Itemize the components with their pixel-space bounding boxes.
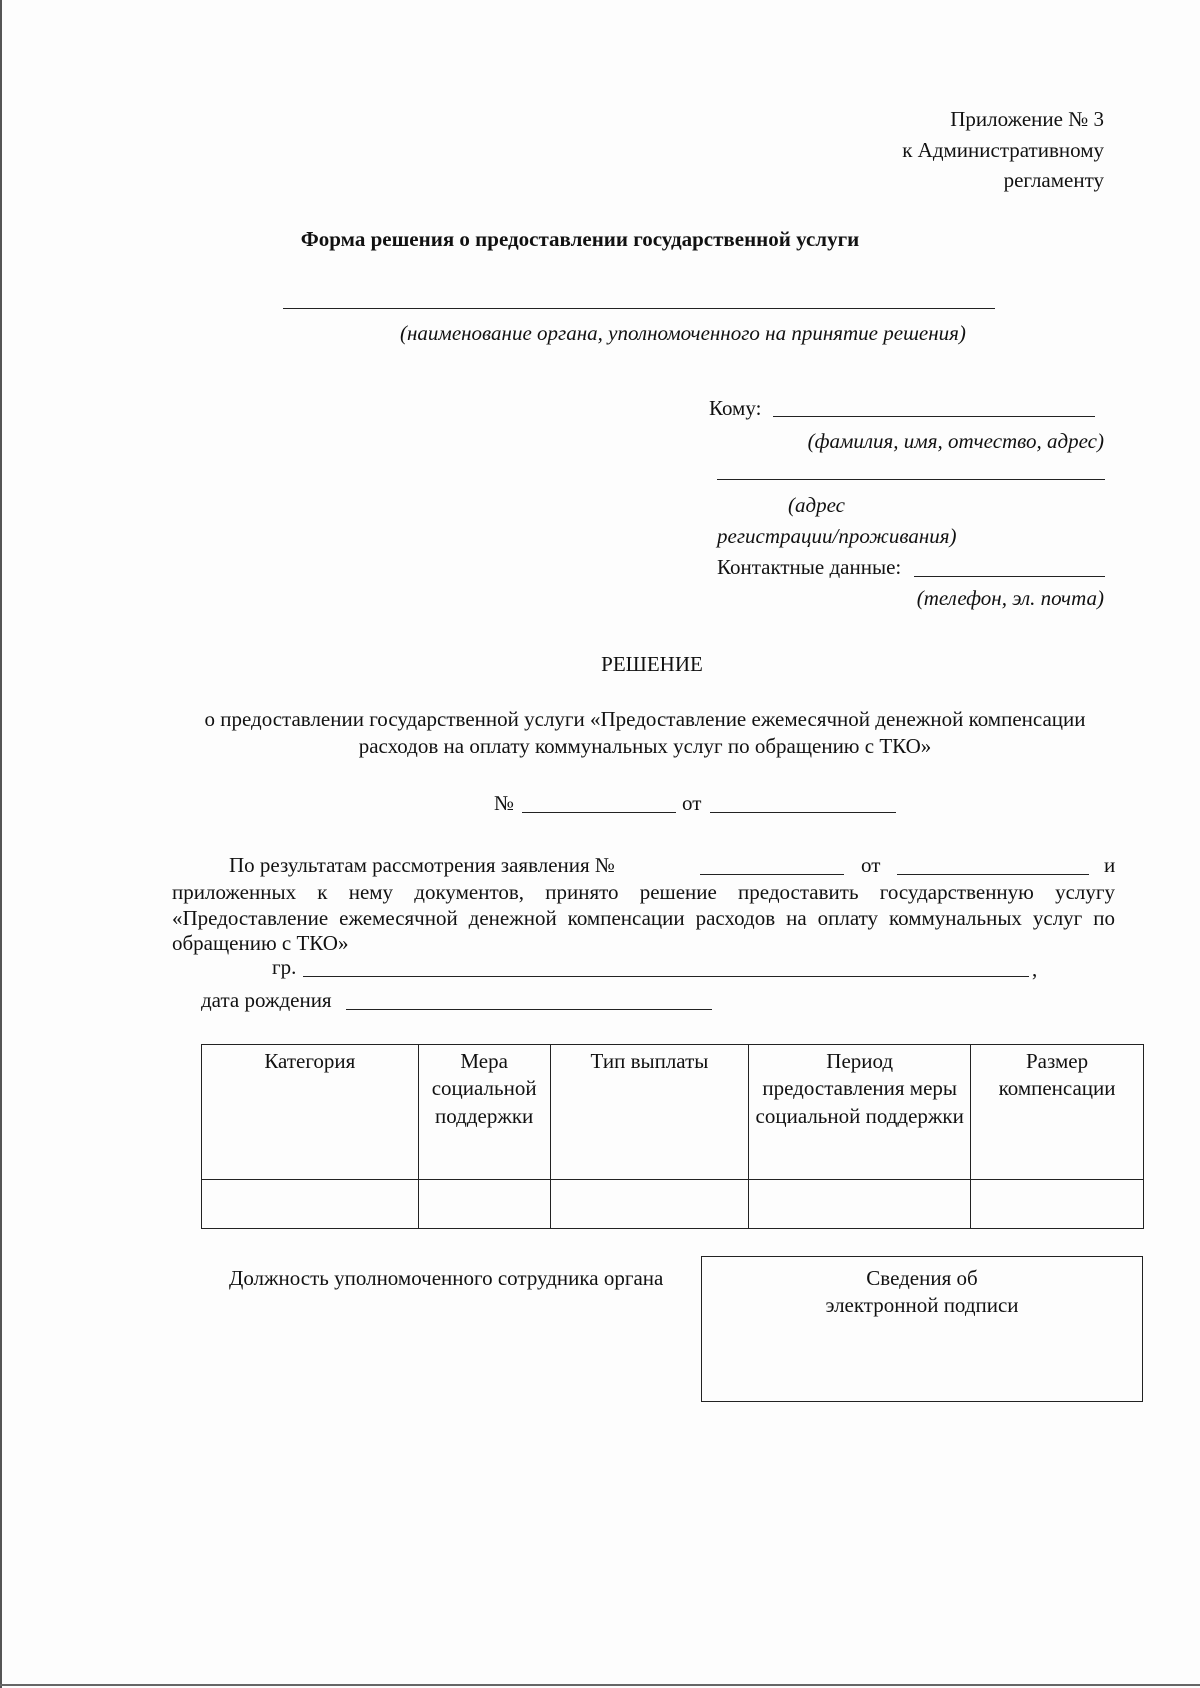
table-header-row (202, 1045, 1144, 1180)
application-date-line[interactable] (897, 874, 1089, 875)
application-date-label: от (861, 853, 881, 877)
table-row (202, 1180, 1144, 1229)
decision-date-line[interactable] (710, 812, 896, 813)
body-line-4: обращению с ТКО» (172, 931, 349, 955)
table-cell[interactable] (971, 1180, 1144, 1229)
appendix-line-3: регламенту (1003, 168, 1104, 192)
citizen-line-comma: , (1032, 957, 1038, 981)
application-number-line[interactable] (700, 874, 844, 875)
appendix-line-2: к Административному (902, 138, 1104, 162)
decision-heading-text: РЕШЕНИЕ (601, 652, 703, 676)
scan-bottom-edge (0, 1684, 1200, 1686)
decision-subtitle-line-1-text: о предоставлении государственной услуги «Предоставление ежемесячной денежной компенсации (204, 707, 1086, 731)
recipient-address-line[interactable] (717, 479, 1105, 480)
birth-date-label: дата рождения (201, 988, 332, 1012)
authority-name-line[interactable] (283, 308, 995, 309)
citizen-label: гр. (272, 955, 297, 979)
address-caption-line-2: регистрации/проживания) (717, 524, 957, 548)
body-line-3: «Предоставление ежемесячной денежной компенсации расходов на оплату коммунальных услуг по (172, 906, 1115, 930)
contacts-caption: (телефон, эл. почта) (916, 586, 1104, 610)
esign-line-1: Сведения об (866, 1266, 978, 1290)
electronic-signature-box (701, 1256, 1143, 1402)
official-position-label: Должность уполномоченного сотрудника органа (229, 1266, 664, 1290)
form-title-text: Форма решения о предоставлении государственной услуги (300, 227, 860, 251)
column-header-payment-type: Тип выплаты (550, 1045, 749, 1180)
column-header-category: Категория (202, 1045, 419, 1180)
citizen-name-line[interactable] (303, 976, 1029, 977)
decision-subtitle-line-2 (0, 733, 1200, 760)
table-cell[interactable] (550, 1180, 749, 1229)
table-cell[interactable] (202, 1180, 419, 1229)
appendix-line-1: Приложение № 3 (950, 107, 1104, 131)
to-label: Кому: (709, 396, 762, 420)
decision-subtitle-line-2-text: расходов на оплату коммунальных услуг по обращению с ТКО» (358, 734, 932, 758)
recipient-name-line[interactable] (773, 416, 1095, 417)
column-header-period: Период предоставления меры социальной поддержки (749, 1045, 971, 1180)
authority-caption: (наименование органа, уполномоченного на принятие решения) (400, 321, 966, 345)
column-header-compensation-amount: Размер компенсации (971, 1045, 1144, 1180)
decision-subtitle-line-1 (0, 706, 1200, 733)
column-header-support-measure: Мера социальной поддержки (418, 1045, 550, 1180)
compensation-table (201, 1044, 1144, 1229)
esign-line-2: электронной подписи (825, 1293, 1019, 1318)
body-line-1-and: и (1104, 853, 1116, 877)
contacts-line[interactable] (914, 576, 1105, 577)
table-cell[interactable] (418, 1180, 550, 1229)
birth-date-line[interactable] (346, 1009, 712, 1010)
body-line-2: приложенных к нему документов, принято решение предоставить государственную услугу (172, 880, 1115, 904)
table-cell[interactable] (749, 1180, 971, 1229)
decision-date-label: от (682, 791, 702, 815)
decision-number-line[interactable] (522, 812, 676, 813)
decision-number-label: № (494, 791, 515, 815)
form-title (0, 226, 1200, 253)
contacts-label: Контактные данные: (717, 555, 902, 579)
address-caption-line-1: (адрес (788, 493, 845, 517)
body-line-1-start: По результатам рассмотрения заявления № (229, 853, 615, 877)
recipient-name-caption: (фамилия, имя, отчество, адрес) (807, 429, 1104, 453)
decision-heading (0, 651, 1200, 678)
